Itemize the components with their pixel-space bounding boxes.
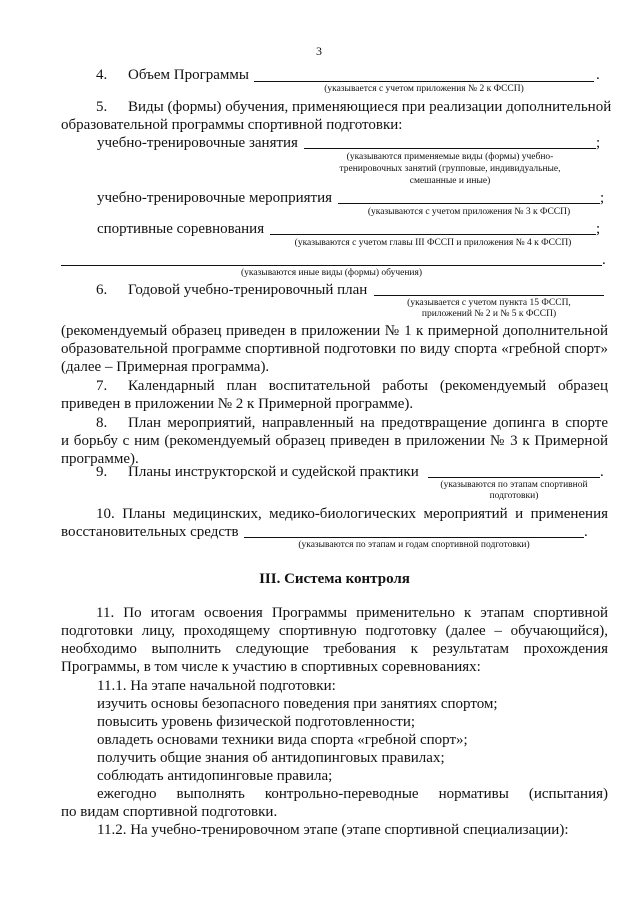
s5-events-end: ; <box>600 190 605 206</box>
s5-training-fill-line <box>304 148 596 149</box>
s4-fill-line <box>254 81 594 82</box>
s7-line2: приведен в приложении № 2 к Примерной программе). <box>61 396 414 412</box>
s9-fill-line <box>428 477 600 478</box>
s5-number: 5. <box>96 99 108 115</box>
section-heading: III. Система контроля <box>259 571 410 587</box>
s5-training-hint3: смешанные и иные) <box>409 176 491 186</box>
s10-fill-line <box>244 537 584 538</box>
s5-training-label: учебно-тренировочные занятия <box>97 135 298 151</box>
s5-other-fill-line <box>61 265 602 266</box>
s5-line1: Виды (формы) обучения, применяющиеся при реализации дополнительной <box>128 99 612 115</box>
s7-number: 7. <box>96 378 108 394</box>
list-item-continuation: по видам спортивной подготовки. <box>61 804 278 820</box>
s5-events-label: учебно-тренировочные мероприятия <box>97 190 333 206</box>
s5-other-end: . <box>602 252 606 268</box>
s7-line1: Календарный план воспитательной работы (рекомендуемый образец <box>128 378 608 394</box>
s11-line1: 11. По итогам освоения Программы применительно к этапам спортивной <box>96 605 608 621</box>
list-item: изучить основы безопасного поведения при занятиях спортом; <box>97 696 498 712</box>
s8-number: 8. <box>96 415 108 431</box>
s6-line2: образовательной программе спортивной подготовки по виду спорта «гребной спорт» <box>61 341 608 357</box>
s5-competitions-hint: (указываются с учетом главы III ФССП и приложения № 4 к ФССП) <box>294 238 572 248</box>
s4-end: . <box>596 67 600 83</box>
s5-training-hint2: тренировочных занятий (групповые, индивидуальные, <box>339 164 561 174</box>
s6-title: Годовой учебно-тренировочный план <box>128 282 368 298</box>
s6-number: 6. <box>96 282 108 298</box>
s4-title: Объем Программы <box>128 67 249 83</box>
s5-training-hint1: (указываются применяемые виды (формы) учебно- <box>346 152 554 162</box>
s11-sub1: 11.1. На этапе начальной подготовки: <box>97 678 336 694</box>
s6-line3: (далее – Примерная программа). <box>61 359 270 375</box>
s6-hint1: (указывается с учетом пункта 15 ФССП, <box>407 298 571 308</box>
s9-hint1: (указываются по этапам спортивной <box>440 480 588 490</box>
s4-number: 4. <box>96 67 108 83</box>
s9-end: . <box>600 464 604 480</box>
list-item: овладеть основами техники вида спорта «гребной спорт»; <box>97 732 468 748</box>
s4-hint: (указывается с учетом приложения № 2 к ФССП) <box>324 84 524 94</box>
s5-competitions-end: ; <box>596 221 601 237</box>
s9-number: 9. <box>96 464 108 480</box>
page-number: 3 <box>316 44 322 58</box>
s8-line2: и борьбу с ним (рекомендуемый образец приведен в приложении № 3 к Примерной <box>61 433 608 449</box>
s5-events-hint: (указываются с учетом приложения № 3 к ФССП) <box>367 207 571 217</box>
s11-line3: необходимо выполнить следующие требования к результатам прохождения <box>61 641 608 657</box>
s9-hint2: подготовки) <box>489 491 539 501</box>
list-item: соблюдать антидопинговые правила; <box>97 768 333 784</box>
s10-hint: (указываются по этапам и годам спортивной подготовки) <box>298 540 530 550</box>
list-item: повысить уровень физической подготовленности; <box>97 714 416 730</box>
s5-competitions-fill-line <box>270 234 596 235</box>
s10-line1: 10. Планы медицинских, медико-биологических мероприятий и применения <box>96 506 608 522</box>
s6-fill-line <box>374 295 604 296</box>
s11-sub2: 11.2. На учебно-тренировочном этапе (этапе спортивной специализации): <box>97 822 569 838</box>
list-item: получить общие знания об антидопинговых правилах; <box>97 750 445 766</box>
s5-other-hint: (указываются иные виды (формы) обучения) <box>240 268 423 278</box>
s9-title: Планы инструкторской и судейской практики <box>128 464 419 480</box>
s10-line2: восстановительных средств <box>61 524 239 540</box>
s6-hint2: приложений № 2 и № 5 к ФССП) <box>421 309 557 319</box>
s11-line2: подготовки лицу, проходящему спортивную подготовку (далее – обучающийся), <box>61 623 608 639</box>
s5-competitions-label: спортивные соревнования <box>97 221 265 237</box>
s5-line2: образовательной программы спортивной подготовки: <box>61 117 403 133</box>
s5-events-fill-line <box>338 203 600 204</box>
list-item: ежегодно выполнять контрольно-переводные нормативы (испытания) <box>97 786 608 802</box>
s6-line1: (рекомендуемый образец приведен в приложении № 1 к примерной дополнительной <box>61 323 608 339</box>
s8-line1: План мероприятий, направленный на предотвращение допинга в спорте <box>128 415 608 431</box>
s10-end: . <box>584 524 588 540</box>
s11-line4: Программы, в том числе к участию в спортивных соревнованиях: <box>61 659 481 675</box>
s5-training-end: ; <box>596 135 601 151</box>
s8-line3: программе). <box>61 451 139 467</box>
